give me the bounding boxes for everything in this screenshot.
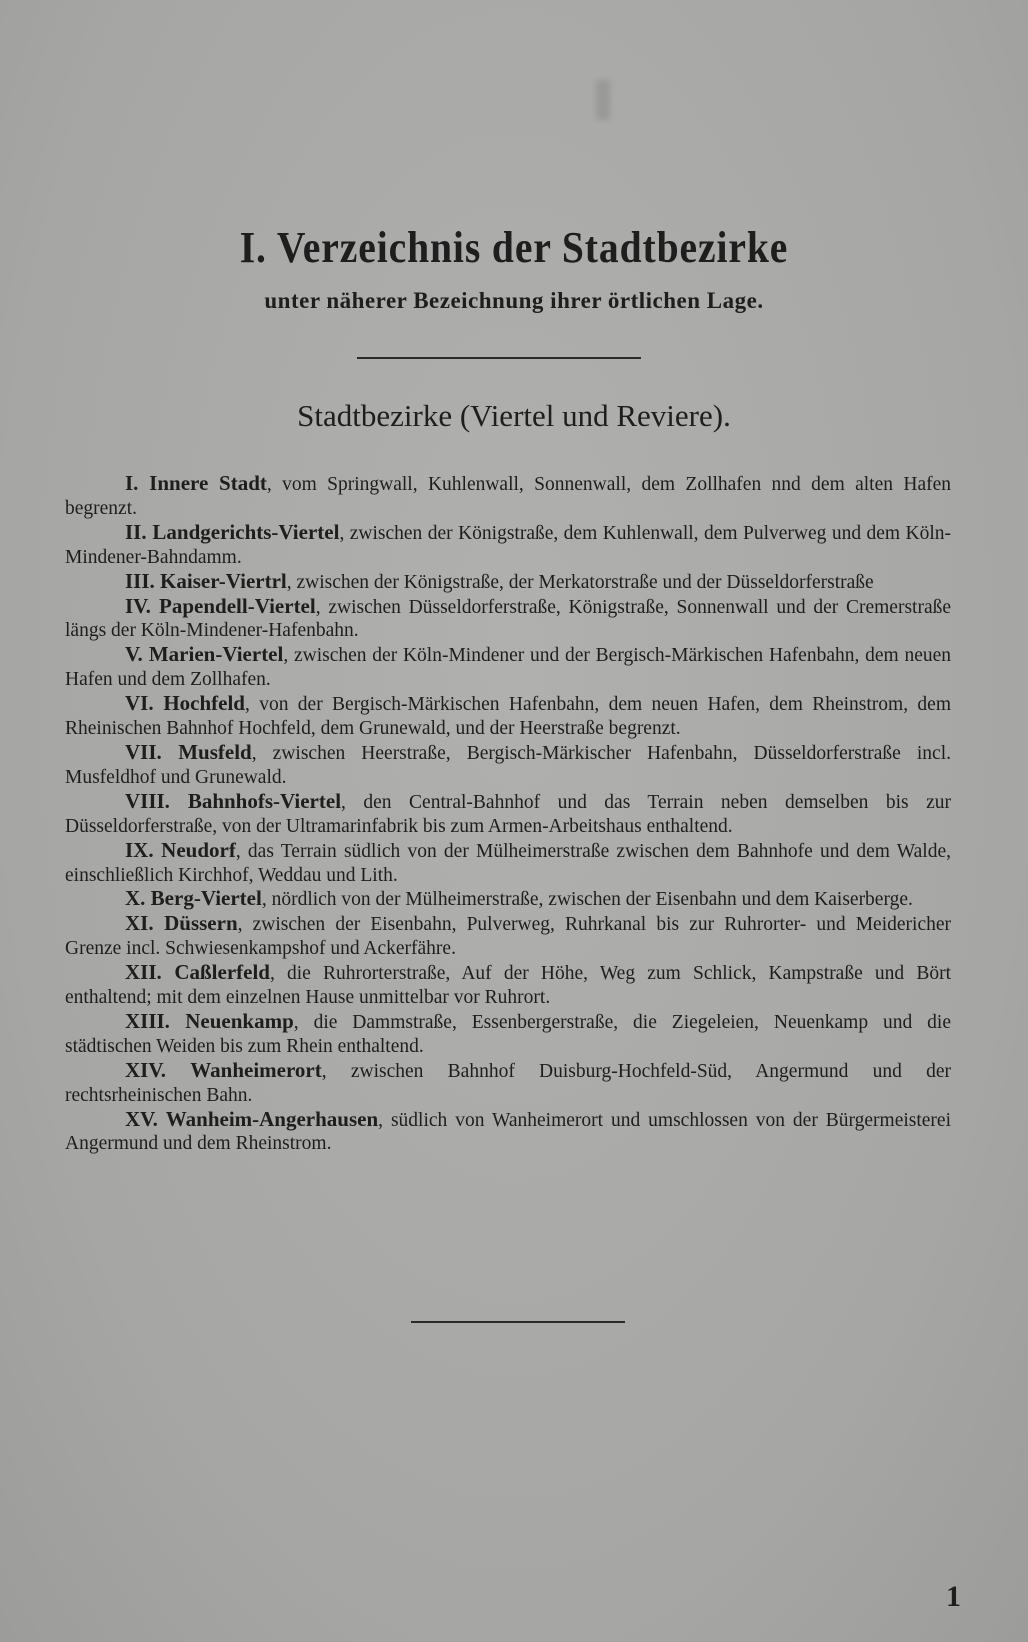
district-number: XIV. [125,1057,167,1082]
district-entry [65,1059,951,1108]
district-description: , die Dammstraße, Essenbergerstraße, die Ziegeleien, Neuenkamp und die städtischen Weiden bis zum Rhein enthaltend. [65,1011,951,1057]
district-title: Wanheim-Angerhausen [165,1106,379,1131]
district-number: II. [125,519,147,544]
district-entry [65,961,951,1010]
district-name [125,569,287,593]
district-name [125,886,262,910]
district-title: Landgerichts-Viertel [152,519,340,544]
district-description: , vom Springwall, Kuhlenwall, Sonnenwall, dem Zollhafen nnd dem alten Hafen begrenzt. [65,474,951,519]
page-subtitle: unter näherer Bezeichnung ihrer örtlichen Lage. [264,288,764,313]
district-title: Musfeld [178,739,252,764]
district-number: X. [125,886,146,911]
district-name [125,520,339,544]
district-title: Düssern [164,911,238,936]
district-title: Marien-Viertel [148,642,284,667]
district-number: VIII. [125,788,170,813]
district-description: , zwischen der Eisenbahn, Pulverweg, Ruhrkanal bis zur Ruhrorter- und Meidericher Grenze incl. Schwiesenkampshof und Ackerfähre. [65,914,951,960]
district-description: , nördlich von der Mülheimerstraße, zwischen der Eisenbahn und dem Kaiserberge. [261,889,913,911]
district-entry [65,1010,951,1059]
district-name [125,471,267,495]
district-title: Innere Stadt [149,471,267,495]
district-name [125,960,270,984]
district-entry [65,692,951,741]
district-entry [65,595,951,644]
district-description: , zwischen Bahnhof Duisburg-Hochfeld-Süd, Angermund und der rechtsrheinischen Bahn. [65,1060,952,1106]
district-entry [65,570,951,595]
district-description: , zwischen der Königstraße, der Merkatorstraße und der Düsseldorferstraße [286,571,874,593]
district-number: IX. [125,837,154,862]
district-name [125,838,236,862]
district-name [125,911,238,935]
district-entry [65,521,951,570]
district-title: Bahnhofs-Viertel [187,788,342,813]
district-number: XIII. [125,1008,170,1033]
district-title: Wanheimerort [190,1057,322,1082]
district-description: , von der Bergisch-Märkischen Hafenbahn, dem neuen Hafen, dem Rheinstrom, dem Rheinischen Bahnhof Hochfeld, dem Grunewald, und der Heerstraße begrenzt. [65,694,951,740]
ink-smudge [596,80,610,120]
district-entry [65,912,951,961]
divider-top [357,357,641,359]
district-description: , zwischen Düsseldorferstraße, Königstraße, Sonnenwall und der Cremerstraße längs der Köln-Mindener-Hafenbahn. [65,596,952,642]
district-number: IV. [125,593,151,618]
district-number: V. [125,642,143,667]
district-name [125,691,245,715]
district-title: Berg-Viertel [150,886,262,911]
section-heading: Stadtbezirke (Viertel und Reviere). [297,398,731,433]
district-number: VII. [125,739,162,764]
district-entry [65,839,951,888]
district-entry [65,887,951,912]
district-description: , das Terrain südlich von der Mülheimerstraße zwischen dem Bahnhofe und dem Walde, einschließlich Kirchhof, Weddau und Lith. [65,840,951,886]
district-title: Caßlerfeld [174,960,270,985]
district-entry [65,790,951,839]
district-entry [65,643,951,692]
district-description: , südlich von Wanheimerort und umschlossen von der Bürgermeisterei Angermund und dem Rheinstrom. [65,1109,951,1155]
district-number: III. [125,568,155,593]
district-description: , zwischen der Königstraße, dem Kuhlenwall, dem Pulverweg und dem Köln-Mindener-Bahndamm. [65,522,951,568]
district-name [125,789,341,813]
district-entry [65,1108,951,1157]
district-description: , zwischen der Köln-Mindener und der Bergisch-Märkischen Hafenbahn, dem neuen Hafen und dem Zollhafen. [65,645,952,691]
district-title: Papendell-Viertel [159,593,316,618]
district-number: VI. [125,691,154,716]
page-number: 1 [946,1580,961,1613]
district-name [125,594,316,618]
page-title: I. Verzeichnis der Stadtbezirke [239,223,789,272]
divider-bottom [411,1321,625,1323]
district-name [125,1009,294,1033]
district-number: XI. [125,911,154,936]
district-name [125,1107,378,1131]
district-number: I. [125,471,139,495]
district-title: Neudorf [161,837,236,862]
district-number: XII. [125,960,162,985]
district-title: Kaiser-Viertrl [160,568,287,593]
district-entry [65,472,951,521]
district-title: Hochfeld [163,691,245,716]
district-name [125,740,252,764]
district-description: , den Central-Bahnhof und das Terrain neben demselben bis zur Düsseldorferstraße, von der Ultramarinfabrik bis zum Armen-Arbeitshaus enthaltend. [65,791,952,837]
district-entry [65,741,951,790]
district-number: XV. [125,1106,158,1131]
district-description: , die Ruhrorterstraße, Auf der Höhe, Weg zum Schlick, Kampstraße und Bört enthaltend; mit dem einzelnen Hause unmittelbar vor Ruhrort. [65,963,952,1009]
district-name [125,1058,322,1082]
district-name [125,642,283,666]
district-description: , zwischen Heerstraße, Bergisch-Märkischer Hafenbahn, Düsseldorferstraße incl. Musfeldhof und Grunewald. [65,742,951,788]
district-title: Neuenkamp [185,1008,294,1033]
district-list [65,472,951,1156]
